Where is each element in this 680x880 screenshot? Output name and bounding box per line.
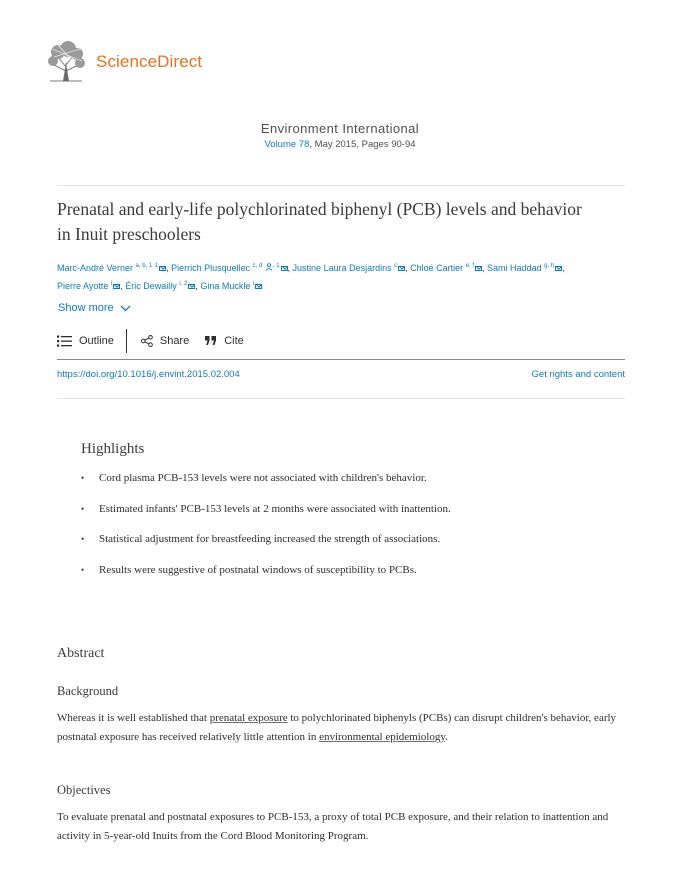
prenatal-exposure-link[interactable]: prenatal exposure [209, 712, 288, 724]
toolbar-divider [126, 329, 127, 353]
issue-info [0, 139, 680, 150]
highlight-item: • Estimated infants' PCB-153 levels at 2 months were associated with inattention. [81, 501, 601, 532]
brand-name[interactable]: ScienceDirect [96, 52, 203, 71]
environmental-epidemiology-link[interactable]: environmental epidemiology [319, 731, 446, 743]
email-icon [113, 284, 120, 289]
doi-link[interactable]: https://doi.org/10.1016/j.envint.2015.02.004 [57, 369, 240, 380]
highlight-item: • Cord plasma PCB-153 levels were not associated with children's behavior. [81, 470, 601, 501]
highlights-heading: Highlights [81, 441, 145, 457]
outline-button[interactable] [57, 335, 114, 347]
email-icon [159, 266, 166, 271]
background-heading: Background [57, 684, 119, 698]
article-toolbar [57, 327, 625, 355]
outline-label: Outline [79, 335, 114, 347]
elsevier-tree-logo-icon[interactable] [44, 41, 88, 83]
author-link[interactable]: Sami Haddad $^{g, h}$ [487, 263, 562, 273]
journal-info [0, 121, 680, 150]
cite-label: Cite [224, 335, 244, 347]
highlights-list [81, 470, 601, 592]
email-icon [188, 284, 195, 289]
email-icon [475, 266, 482, 271]
volume-link[interactable]: Volume 78 [264, 139, 310, 150]
article-title: Prenatal and early-life polychlorinated biphenyl (PCB) levels and behavior in Inuit preschoolers [57, 199, 582, 244]
email-icon [398, 266, 405, 271]
show-more-label: Show more [58, 302, 114, 314]
divider [57, 185, 625, 186]
author-link[interactable]: Marc-André Verner $^{a, b, 1}$ $^1$ [57, 263, 166, 273]
journal-name[interactable]: Environment International [260, 121, 420, 136]
chevron-down-icon [120, 305, 131, 312]
abstract-heading: Abstract [57, 646, 105, 661]
author-link[interactable]: Pierrich Plusquellec $^{c, d}$ $^{, 1}$ [171, 263, 287, 273]
objectives-heading: Objectives [57, 783, 111, 797]
divider [57, 398, 625, 399]
cite-button[interactable] [205, 335, 244, 347]
email-icon [281, 266, 288, 271]
highlight-item: • Statistical adjustment for breastfeeding increased the strength of associations. [81, 531, 601, 562]
email-icon [555, 266, 562, 271]
share-icon [141, 335, 153, 347]
author-link[interactable]: Chloé Cartier $^{e, f}$ [410, 263, 482, 273]
list-icon [57, 335, 72, 347]
author-list: Marc-André Verner $^{a, b, 1}$ $^1$ , Pierrich Plusquellec $^{c, d}$ $^{, 1}$ , Justine Laura Desjardins $^c$ , Chloé Cartier $^{e, f}$ , Sami Haddad $^{g, h}$ , Pierre Ayotte $^i$ , Éric Dewailly $^{i, 2}$ , Gina Muckle $^i$ [57, 263, 565, 291]
person-icon [265, 263, 273, 271]
author-link[interactable]: Justine Laura Desjardins $^c$ [293, 263, 406, 273]
show-more-button[interactable] [58, 302, 131, 314]
share-label: Share [159, 335, 190, 347]
background-paragraph: Whereas it is well established that prenatal exposure to polychlorinated biphenyls (PCBs) can disrupt children's behavior, early postnatal exposure has received relatively little attention in environmental epidemiology. [57, 712, 617, 743]
site-header [44, 40, 202, 84]
rights-link[interactable]: Get rights and content [531, 369, 625, 380]
author-link[interactable]: Éric Dewailly $^{i, 2}$ [125, 281, 195, 291]
author-link[interactable]: Pierre Ayotte $^i$ [57, 281, 120, 291]
highlight-item: • Results were suggestive of postnatal windows of susceptibility to PCBs. [81, 562, 601, 593]
author-link[interactable]: Gina Muckle $^i$ [200, 281, 262, 291]
objectives-paragraph: To evaluate prenatal and postnatal exposures to PCB-153, a proxy of total PCB exposure, and their relation to inattention and activity in 5-year-old Inuits from the Cord Blood Monitoring Program. [57, 811, 609, 842]
share-button[interactable] [141, 335, 189, 347]
quote-icon [205, 336, 217, 346]
email-icon [255, 284, 262, 289]
doi-row [57, 369, 625, 380]
toolbar-divider-line [57, 359, 625, 360]
issue-details: , May 2015, Pages 90-94 [309, 139, 416, 150]
